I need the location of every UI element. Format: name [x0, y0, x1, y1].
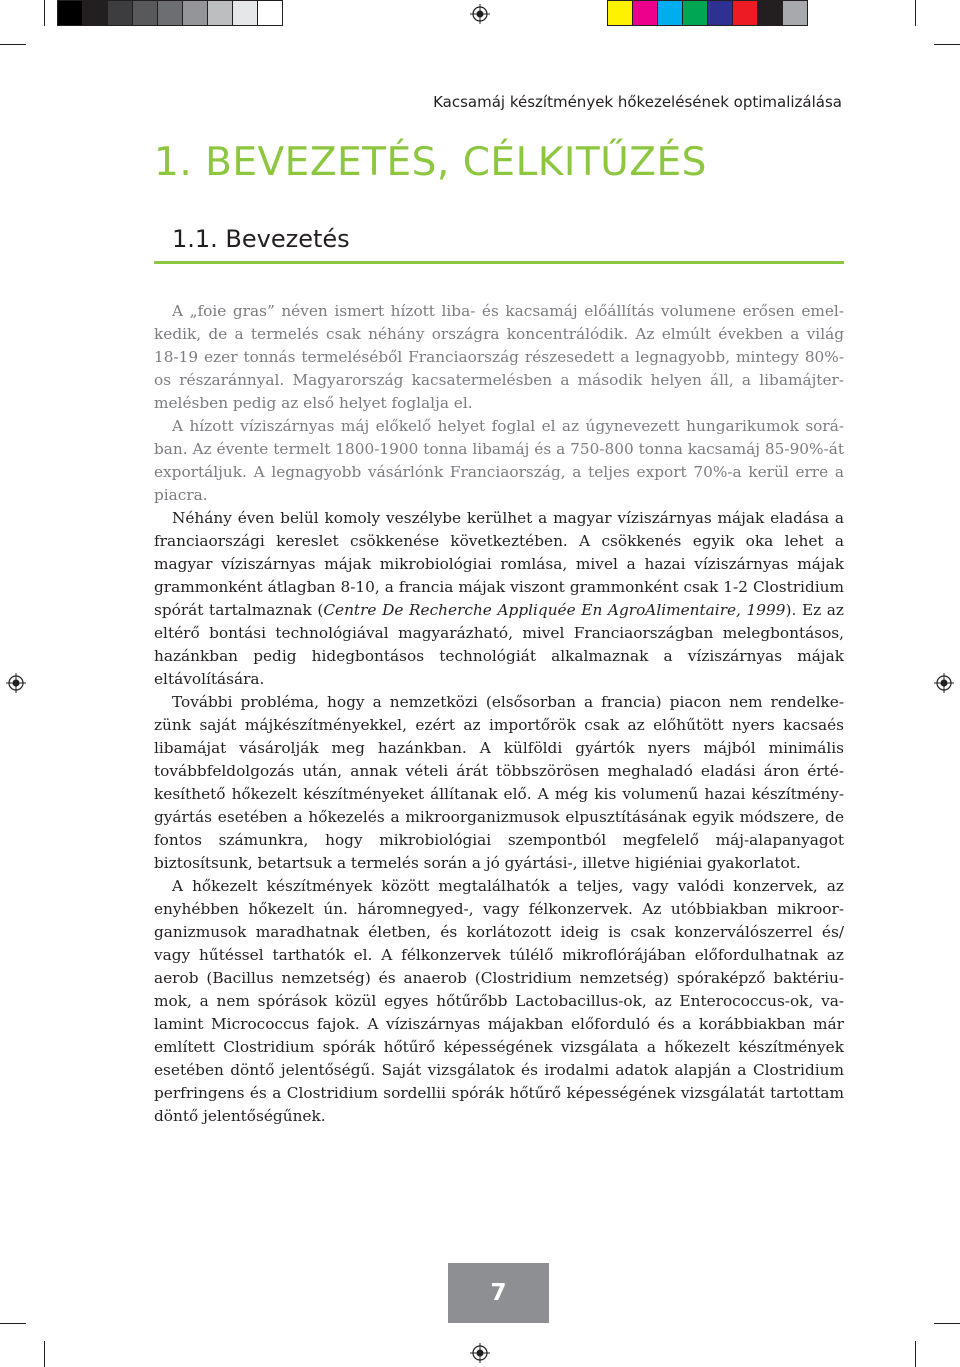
process-color-bar	[607, 0, 807, 26]
page-number: 7	[448, 1263, 549, 1323]
color-swatch	[107, 0, 133, 26]
color-swatch	[757, 0, 783, 26]
body-text	[154, 300, 844, 1128]
color-swatch	[707, 0, 733, 26]
paragraph: További probléma, hogy a nemzetközi (elsősorban a francia) piacon nem rendelkezünk saját májkészítményekkel, ezért az importőrök csak az előhűtött nyers kacsaés libamájat vásárolják meg hazánkban. A külföldi gyártók nyers májból minimális továbbfeldolgozás után, annak vételi árát többszörösen meghaladó eladási áron értékesíthető hőkezelt készítményeket állítanak elő. A még kis volumenű hazai készítménygyártás esetében a hőkezelés a mikroorganizmusok elpusztításának egyik módszere, de fontos számunkra, hogy mikrobiológiai szempontból megfelelő máj-alapanyagot biztosítsunk, betartsuk a termelés során a jó gyártási-, illetve higiéniai gyakorlatot.	[154, 693, 844, 872]
citation: Centre De Recherche Appliquée En AgroAlimentaire, 1999	[323, 601, 786, 619]
color-swatch	[682, 0, 708, 26]
crop-mark	[0, 1323, 26, 1324]
color-swatch	[657, 0, 683, 26]
section-heading: 1.1. Bevezetés	[172, 225, 350, 253]
section-rule	[154, 261, 844, 264]
crop-mark	[0, 44, 26, 45]
crop-mark	[915, 1341, 916, 1367]
color-swatch	[157, 0, 183, 26]
color-swatch	[82, 0, 108, 26]
color-swatch	[607, 0, 633, 26]
crop-mark	[915, 0, 916, 26]
color-swatch	[782, 0, 808, 26]
paragraph: A „foie gras” néven ismert hízott liba- és kacsamáj előállítás volumene erősen emelkedik, de a termelés csak néhány országra koncentrálódik. Az elmúlt években a világ 18-19 ezer tonnás termeléséből Franciaország részesedett a legnagyobb, mintegy 80%-os részaránnyal. Magyarország kacsatermelésben a második helyen áll, a libamájtermelésben pedig az első helyet foglalja el.	[154, 302, 844, 412]
crop-mark	[44, 0, 45, 26]
paragraph-text: ). Ez az eltérő bontási technológiával magyarázható, mivel Franciaországban melegbontásos, hazánkban pedig hidegbontásos technológiát alkalmaznak a víziszárnyas májak eltávolítására.	[154, 601, 844, 688]
registration-mark-icon	[6, 673, 26, 693]
color-swatch	[732, 0, 758, 26]
registration-mark-icon	[934, 673, 954, 693]
color-swatch	[57, 0, 83, 26]
chapter-heading: 1. BEVEZETÉS, CÉLKITŰZÉS	[154, 140, 707, 185]
color-swatch	[207, 0, 233, 26]
running-header: Kacsamáj készítmények hőkezelésének optimalizálása	[433, 93, 842, 111]
paragraph	[154, 507, 844, 691]
crop-mark	[934, 44, 960, 45]
color-swatch	[182, 0, 208, 26]
color-swatch	[632, 0, 658, 26]
registration-mark-icon	[470, 4, 490, 24]
crop-mark	[934, 1323, 960, 1324]
color-swatch	[232, 0, 258, 26]
color-swatch	[132, 0, 158, 26]
grayscale-color-bar	[57, 0, 282, 26]
registration-mark-icon	[470, 1343, 490, 1363]
crop-mark	[44, 1341, 45, 1367]
paragraph: A hőkezelt készítmények között megtalálhatók a teljes, vagy valódi konzervek, az enyhébben hőkezelt ún. háromnegyed-, vagy félkonzervek. Az utóbbiakban mikroorganizmusok maradhatnak életben, és korlátozott ideig is csak konzerválószerrel és/ vagy hűtéssel tarthatók el. A félkonzervek túlélő mikroflórájában előfordulhatnak az aerob (Bacillus nemzetség) és anaerob (Clostridium nemzetség) spóraképző baktériumok, a nem spórások közül egyes hőtűrőbb Lactobacillus-ok, az Enterococcus-ok, valamint Micrococcus fajok. A víziszárnyas májakban előforduló és a korábbiakban már említett Clostridium spórák hőtűrő képességének vizsgálata a hőkezelt készítmények esetében döntő jelentőségű. Saját vizsgálatok és irodalmi adatok alapján a Clostridium perfringens és a Clostridium sordellii spórák hőtűrő képességének vizsgálatát tartottam döntő jelentőségűnek.	[154, 877, 844, 1125]
color-swatch	[257, 0, 283, 26]
paragraph: A hízott víziszárnyas máj előkelő helyet foglal el az úgynevezett hungarikumok sorában. Az évente termelt 1800-1900 tonna libamáj és a 750-800 tonna kacsamáj 85-90%-át exportáljuk. A legnagyobb vásárlónk Franciaország, a teljes export 70%-a kerül erre a piacra.	[154, 417, 844, 504]
paragraph-text: Néhány éven belül komoly veszélybe kerülhet a magyar víziszárnyas májak eladása a franciaországi kereslet csökkenése következtében. A csökkenés egyik oka lehet a magyar víziszárnyas májak mikrobiológiai romlása, mivel a hazai víziszárnyas májak grammonként átlagban 8-10, a francia májak viszont grammonként csak 1-2 Clostridium spórát tartalmaznak (	[154, 509, 844, 619]
